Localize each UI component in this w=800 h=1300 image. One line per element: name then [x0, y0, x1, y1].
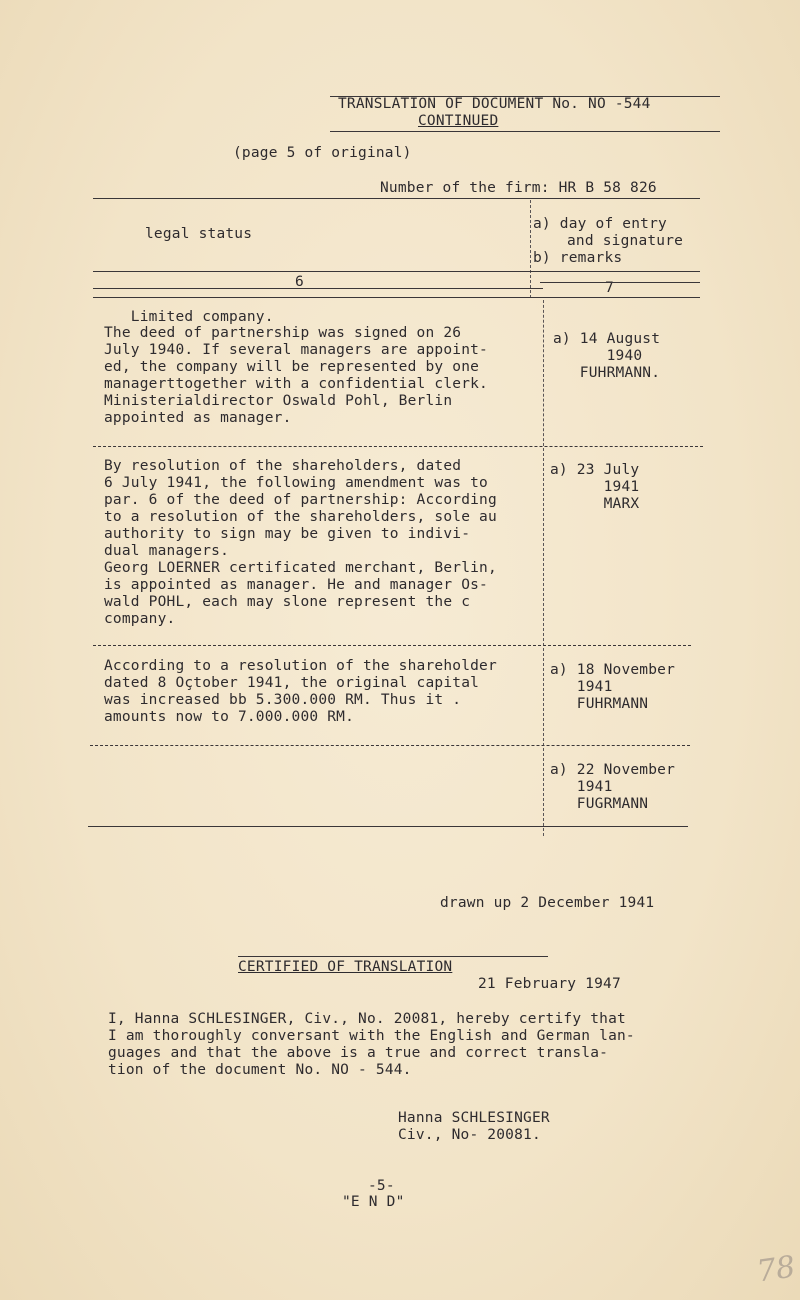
entry-4-remark-1: a) 22 November [550, 762, 676, 778]
entry-2-line-8: is appointed as manager. He and manager Os- [104, 577, 488, 593]
entry-2-line-1: By resolution of the shareholders, dated [104, 458, 462, 474]
entry-2-line-6: dual managers. [104, 543, 230, 559]
entry-1-line-6: Ministerialdirector Oswald Pohl, Berlin [104, 393, 453, 409]
entry-1-remark-3: FUHRMANN. [553, 365, 661, 381]
header-mid-rule [93, 271, 700, 272]
entry-3-line-1: According to a resolution of the shareholder [104, 658, 497, 674]
entry-2-line-9: wald POHL, each may slone represent the c [104, 594, 471, 610]
header-bottom-rule [330, 131, 720, 132]
entry-1-line-3: July 1940. If several managers are appoint- [104, 342, 488, 358]
entry-1-line-4: ed, the company will be represented by one [104, 359, 480, 375]
signer-name: Hanna SCHLESINGER [398, 1110, 550, 1126]
header-column-divider [530, 200, 531, 298]
entry-1-line-7: appointed as manager. [104, 410, 292, 426]
document-subtitle: CONTINUED [418, 113, 499, 129]
entry-2-bottom-rule [93, 645, 691, 646]
entry-2-line-2: 6 July 1941, the following amendment was to [104, 475, 488, 491]
entry-2-line-4: to a resolution of the shareholders, sole au [104, 509, 497, 525]
certification-body-line-3: guages and that the above is a true and correct transla- [108, 1045, 609, 1061]
entry-1-line-1: Limited company. [104, 309, 274, 325]
entry-2-line-5: authority to sign may be given to indivi- [104, 526, 471, 542]
remarks-header-a2: and signature [567, 233, 684, 249]
entry-1-remark-1: a) 14 August [553, 331, 661, 347]
column-number-6: 6 [295, 274, 304, 290]
entry-3-divider [543, 648, 544, 746]
entry-4-remark-3: FUGRMANN [550, 796, 649, 812]
drawn-up-date: drawn up 2 December 1941 [440, 895, 655, 911]
entry-3-remark-2: 1941 [550, 679, 613, 695]
entry-1-line-5: managerttogether with a confidential clerk. [104, 376, 488, 392]
certification-date: 21 February 1947 [478, 976, 621, 992]
entry-2-remark-2: 1941 [550, 479, 640, 495]
entry-4-remark-2: 1941 [550, 779, 613, 795]
legal-status-header: legal status [145, 226, 253, 242]
certification-heading: CERTIFIED OF TRANSLATION [238, 959, 453, 975]
certification-top-rule [238, 956, 548, 957]
handwritten-page-number: 78 [754, 1249, 798, 1290]
entry-1-remark-2: 1940 [553, 348, 643, 364]
table-bottom-rule [88, 826, 688, 827]
certification-body-line-1: I, Hanna SCHLESINGER, Civ., No. 20081, hereby certify that [108, 1011, 626, 1027]
entry-3-line-4: amounts now to 7.000.000 RM. [104, 709, 355, 725]
entry-3-remark-1: a) 18 November [550, 662, 676, 678]
page-number: -5- [368, 1178, 395, 1194]
certification-body-line-4: tion of the document No. NO - 544. [108, 1062, 412, 1078]
column-number-rule-right [540, 282, 700, 283]
table-top-rule [93, 198, 700, 199]
entry-3-line-2: dated 8 Oçtober 1941, the original capital [104, 675, 480, 691]
entry-1-bottom-rule [93, 446, 703, 447]
entry-2-remark-3: MARX [550, 496, 640, 512]
entry-3-remark-3: FUHRMANN [550, 696, 649, 712]
end-mark: "E N D" [342, 1194, 405, 1210]
entry-3-line-3: was increased bb 5.300.000 RM. Thus it . [104, 692, 462, 708]
entry-4-divider [543, 748, 544, 836]
entry-2-remark-1: a) 23 July [550, 462, 640, 478]
remarks-header-a: a) day of entry [533, 216, 667, 232]
table-body-top-rule [93, 297, 700, 298]
page-reference: (page 5 of original) [233, 145, 412, 161]
entry-3-bottom-rule [90, 745, 690, 746]
remarks-header-b: b) remarks [533, 250, 623, 266]
entry-2-line-3: par. 6 of the deed of partnership: According [104, 492, 497, 508]
entry-1-divider [543, 300, 544, 446]
entry-2-line-7: Georg LOERNER certificated merchant, Berlin, [104, 560, 497, 576]
entry-2-line-10: company. [104, 611, 176, 627]
column-number-rule-left [93, 288, 543, 289]
firm-number: Number of the firm: HR B 58 826 [380, 180, 657, 196]
signer-id: Civ., No- 20081. [398, 1127, 541, 1143]
column-number-7: 7 [605, 280, 614, 296]
document-title: TRANSLATION OF DOCUMENT No. NO -544 [338, 96, 651, 112]
entry-1-line-2: The deed of partnership was signed on 26 [104, 325, 462, 341]
entry-2-divider [543, 448, 544, 646]
certification-body-line-2: I am thoroughly conversant with the English and German lan- [108, 1028, 635, 1044]
